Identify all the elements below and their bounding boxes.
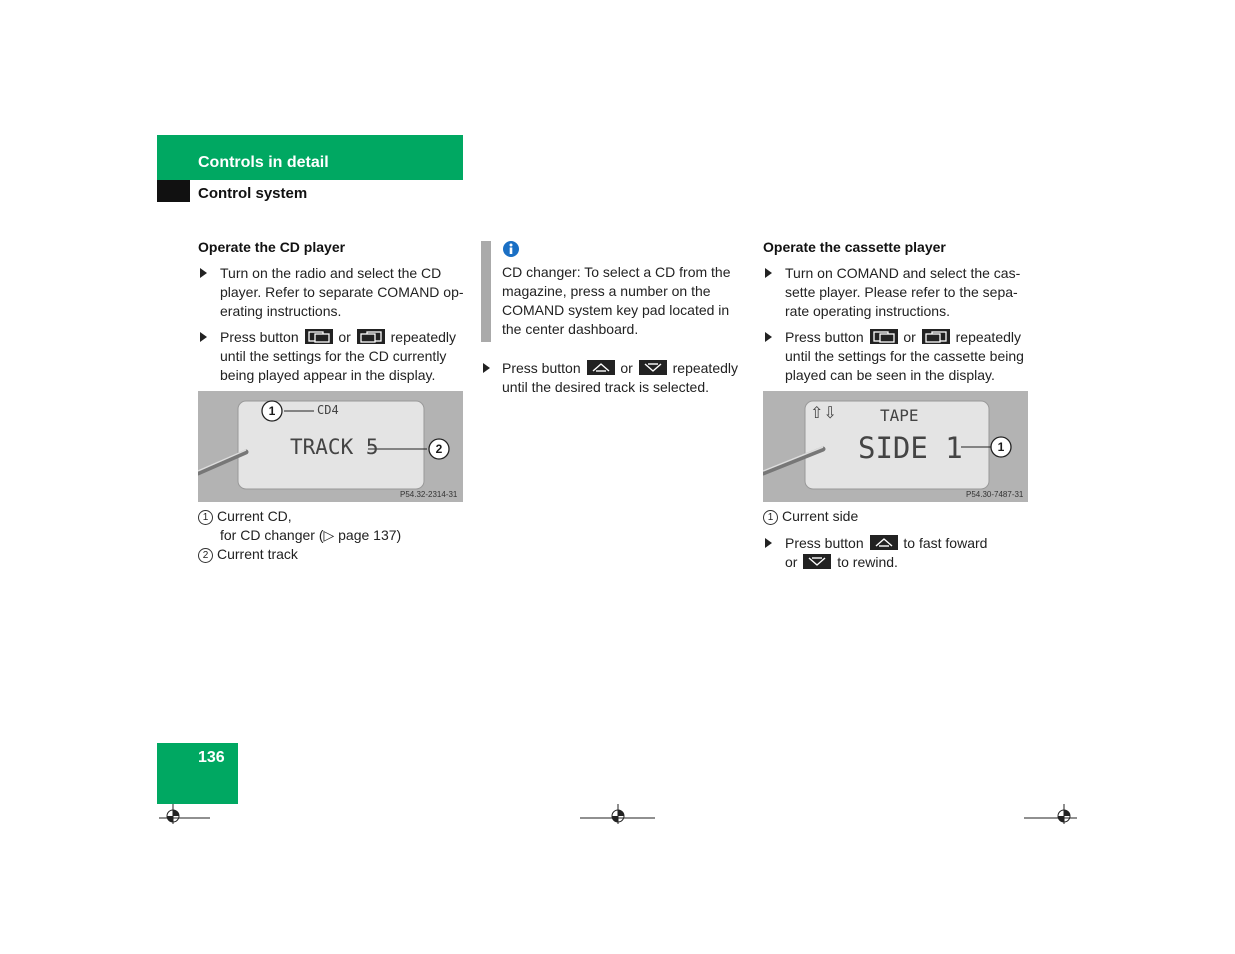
step-text: Press button (502, 360, 581, 376)
note-bar (481, 241, 491, 342)
tape-label: TAPE (880, 406, 919, 425)
cassette-step1-line: rate operating instructions. (785, 303, 950, 319)
cassette-legend (763, 507, 1033, 526)
track-step (502, 359, 762, 397)
section-title: Controls in detail (198, 154, 329, 171)
crop-mark-icon (157, 802, 212, 826)
down-arrow-button-icon (639, 360, 667, 375)
crop-mark-icon (1024, 802, 1079, 826)
side-label: SIDE 1 (858, 431, 963, 465)
cassette-step1 (785, 264, 1045, 321)
subsection-title: Control system (198, 185, 308, 202)
step-text: or (620, 360, 633, 376)
cassette-step2 (785, 328, 1050, 385)
callout-2: 2 (435, 442, 443, 456)
step-text: Press button (785, 329, 864, 345)
cd-label: CD4 (317, 403, 339, 417)
cd-display-figure (198, 391, 463, 502)
bullet-icon (765, 538, 772, 548)
cassette-step2-line: until the settings for the cassette being (785, 348, 1024, 364)
step-text: Press button (220, 329, 299, 345)
legend-number: 1 (763, 510, 778, 525)
step-text: or (785, 554, 798, 570)
prev-preset-button-icon (870, 329, 898, 344)
bullet-icon (765, 332, 772, 342)
up-arrow-button-icon (870, 535, 898, 550)
cassette-step1-line: sette player. Please refer to the sepa- (785, 284, 1018, 300)
subsection-marker (157, 180, 190, 202)
cd-heading: Operate the CD player (198, 239, 346, 255)
step-text: to fast foward (903, 535, 988, 551)
bullet-icon (765, 268, 772, 278)
cd-changer-note (502, 263, 752, 339)
cd-legend (198, 507, 468, 564)
cassette-step3 (785, 534, 1045, 572)
bullet-icon (200, 332, 207, 342)
step-text: to rewind. (837, 554, 898, 570)
crop-mark-icon (580, 802, 656, 826)
cd-step1-line: player. Refer to separate COMAND op- (220, 284, 464, 300)
legend-number: 2 (198, 548, 213, 563)
next-preset-button-icon (357, 329, 385, 344)
note-line: COMAND system key pad located in (502, 302, 730, 318)
down-arrow-button-icon (803, 554, 831, 569)
note-line: the center dashboard. (502, 321, 639, 337)
bullet-icon (200, 268, 207, 278)
cassette-step2-line: played can be seen in the display. (785, 367, 995, 383)
legend-item (198, 545, 468, 564)
legend-number: 1 (198, 510, 213, 525)
seek-arrows-icon: ⇧⇩ (810, 403, 837, 422)
cd-step1-line: erating instructions. (220, 303, 342, 319)
step-text: repeatedly (390, 329, 457, 345)
bullet-icon (483, 363, 490, 373)
legend-text: Current side (782, 508, 859, 524)
track-step-line: until the desired track is selected. (502, 379, 709, 395)
note-line: CD changer: To select a CD from the (502, 264, 731, 280)
legend-text: Current track (217, 546, 298, 562)
cd-step1-line: Turn on the radio and select the CD (220, 265, 442, 281)
legend-text: for CD changer (▷ page 137) (220, 527, 402, 543)
page-number-box (157, 743, 238, 804)
step-text: or (338, 329, 351, 345)
legend-item (763, 507, 1033, 526)
cd-step1 (220, 264, 470, 321)
step-text: or (903, 329, 916, 345)
cd-step2-line: being played appear in the display. (220, 367, 436, 383)
section-header (157, 135, 463, 180)
step-text: repeatedly (672, 360, 739, 376)
prev-preset-button-icon (305, 329, 333, 344)
step-text: Press button (785, 535, 864, 551)
note-line: magazine, press a number on the (502, 283, 711, 299)
cassette-display-figure (763, 391, 1028, 502)
cd-step2 (220, 328, 480, 385)
up-arrow-button-icon (587, 360, 615, 375)
page-number: 136 (198, 749, 225, 766)
legend-item (198, 507, 468, 526)
step-text: repeatedly (955, 329, 1022, 345)
callout-1: 1 (268, 404, 276, 418)
cd-step2-line: until the settings for the CD currently (220, 348, 447, 364)
figure-ref: P54.32-2314-31 (400, 490, 458, 499)
cassette-heading: Operate the cassette player (763, 239, 946, 255)
next-preset-button-icon (922, 329, 950, 344)
figure-ref: P54.30-7487-31 (966, 490, 1024, 499)
legend-text: Current CD, (217, 508, 292, 524)
cassette-step1-line: Turn on COMAND and select the cas- (785, 265, 1021, 281)
callout-1: 1 (997, 440, 1005, 454)
track-label: TRACK 5 (290, 435, 379, 459)
info-icon (502, 240, 520, 258)
